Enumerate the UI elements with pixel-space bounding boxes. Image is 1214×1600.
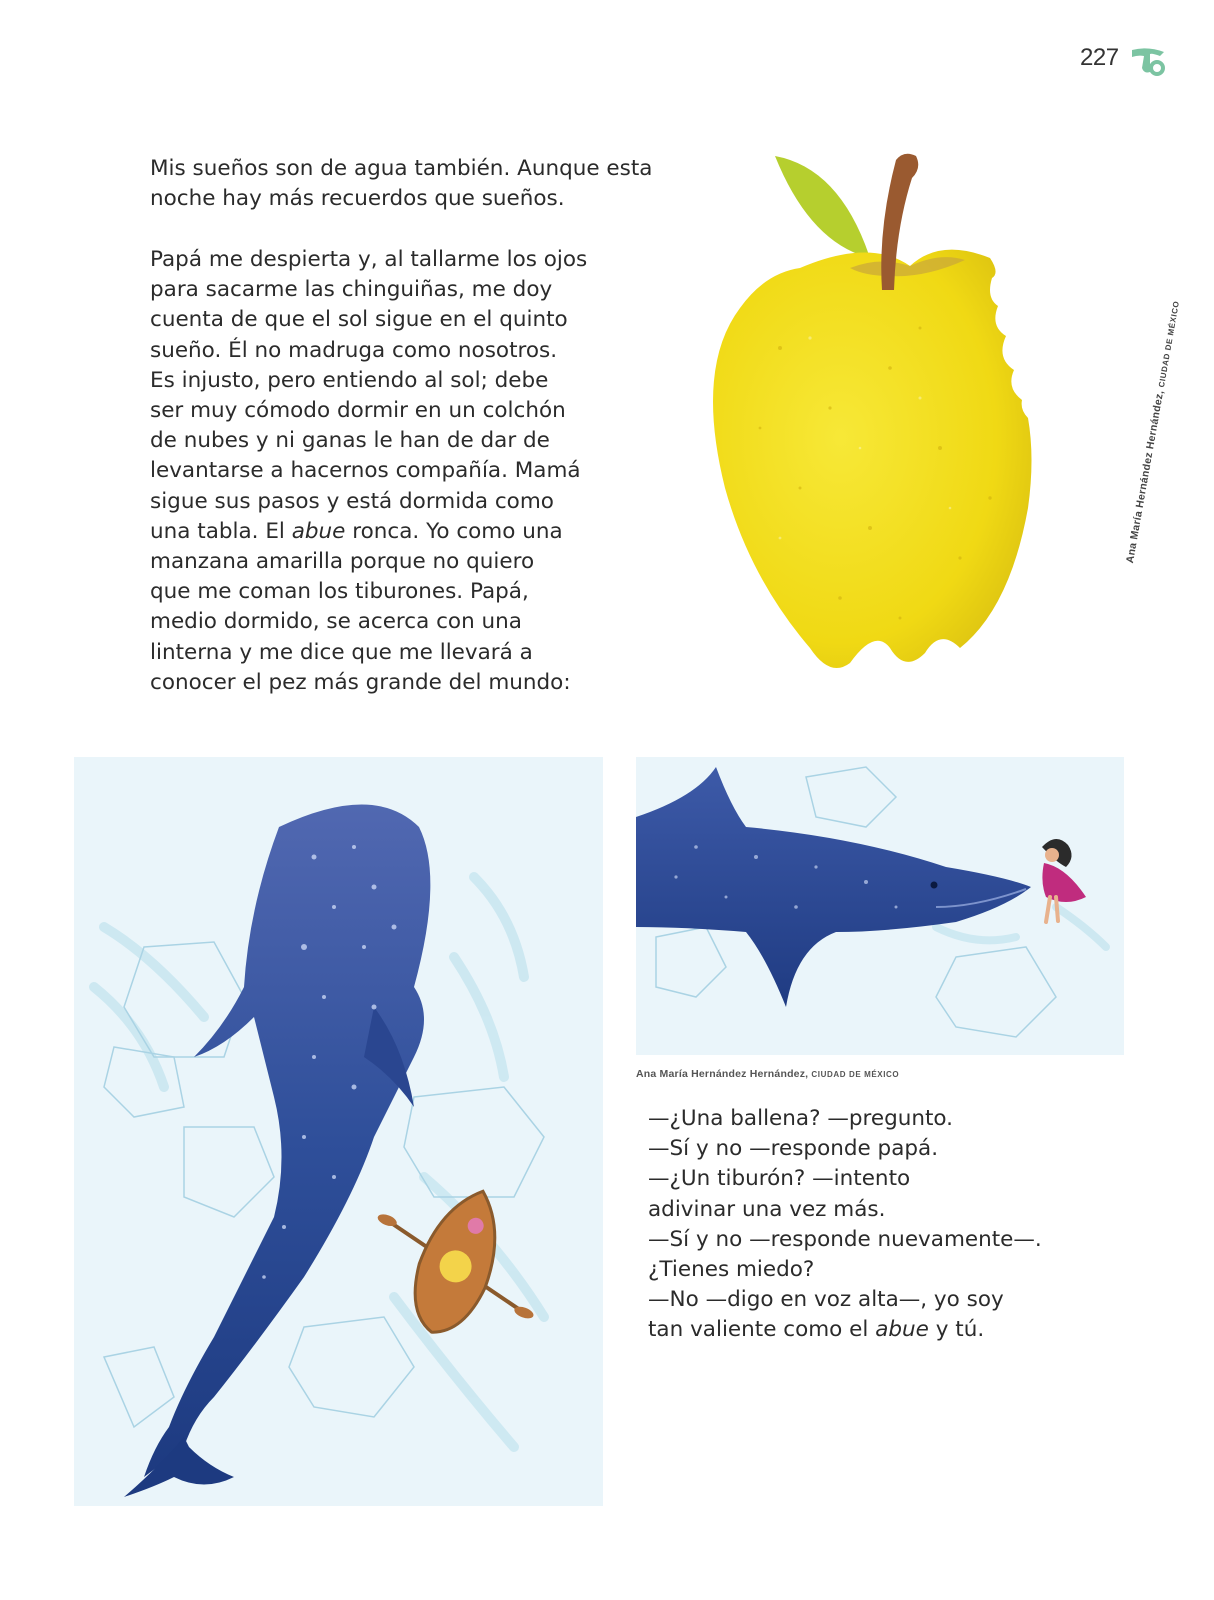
italic-word: abue (875, 1317, 929, 1343)
paragraph-story (150, 245, 587, 698)
text-line: manzana amarilla porque no quiero (150, 549, 535, 575)
text-fragment: ronca. Yo como una (345, 518, 563, 544)
credit-name: Ana María Hernández Hernández, (1124, 389, 1167, 565)
dialogue-line: —Sí y no —responde papá. (648, 1136, 939, 1162)
text-line: medio dormido, se acerca con una (150, 609, 522, 635)
text-line: Es injusto, pero entiendo al sol; debe (150, 367, 549, 393)
italic-word: abue (291, 518, 346, 544)
text-line: que me coman los tiburones. Papá, (150, 579, 529, 605)
dialogue-line: —¿Una ballena? —pregunto. (648, 1106, 954, 1131)
text-line: sueño. Él no madruga como nosotros. (150, 337, 558, 363)
dialogue-block (648, 1104, 1042, 1346)
text-line: sigue sus pasos y está dormida como (150, 488, 554, 514)
shark-girl-illustration (636, 757, 1124, 1055)
whale-shark-boat-illustration (74, 757, 603, 1506)
text-line: Papá me despierta y, al tallarme los ojos (150, 247, 588, 272)
dialogue-line: —Sí y no —responde nuevamente—. (648, 1226, 1042, 1252)
book-logo-icon (1130, 44, 1166, 78)
dialogue-line (648, 1315, 1042, 1345)
bitten-apple-illustration (690, 148, 1110, 688)
text-line: conocer el pez más grande del mundo: (150, 669, 571, 695)
text-line: Mis sueños son de agua también. Aunque esta (150, 156, 653, 181)
dialogue-line: —¿Un tiburón? —intento (648, 1166, 911, 1192)
text-line (150, 517, 587, 547)
text-line: ser muy cómodo dormir en un colchón (150, 398, 566, 424)
illustrator-credit-shark (636, 1068, 899, 1080)
illustrator-credit-apple (1124, 300, 1182, 564)
text-line: para sacarme las chinguiñas, me doy (150, 277, 553, 303)
text-fragment: tan valiente como el (648, 1317, 876, 1343)
text-line: cuenta de que el sol sigue en el quinto (150, 307, 568, 333)
text-line: de nubes y ni ganas le han de dar de (150, 428, 550, 454)
text-fragment: y tú. (928, 1317, 985, 1343)
page-number: 227 (1080, 44, 1119, 71)
dialogue-line: ¿Tienes miedo? (648, 1257, 815, 1283)
paragraph-intro (150, 154, 652, 214)
credit-name: Ana María Hernández Hernández, (636, 1068, 809, 1080)
credit-city: CIUDAD DE MÉXICO (1156, 300, 1182, 389)
text-line: levantarse a hacernos compañía. Mamá (150, 458, 581, 484)
dialogue-line: adivinar una vez más. (648, 1196, 886, 1222)
credit-city: CIUDAD DE MÉXICO (811, 1070, 900, 1079)
text-fragment: una tabla. El (150, 518, 292, 544)
text-line: noche hay más recuerdos que sueños. (150, 186, 565, 212)
dialogue-line: —No —digo en voz alta—, yo soy (648, 1287, 1004, 1313)
text-line: linterna y me dice que me llevará a (150, 639, 533, 665)
